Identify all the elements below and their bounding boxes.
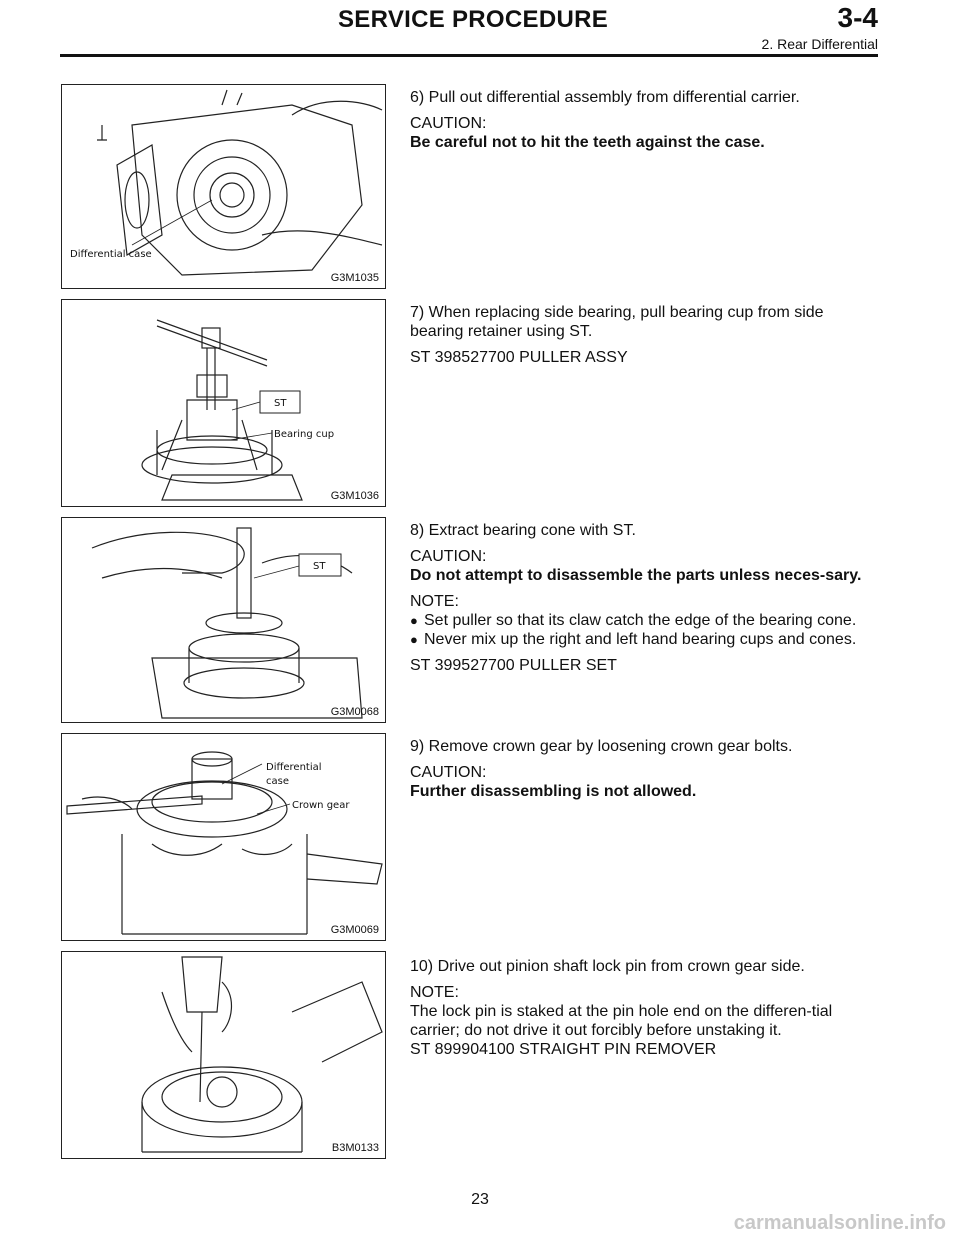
callout-bearing-cup: Bearing cup (274, 429, 335, 440)
figure-bearing-cup-puller (61, 299, 386, 507)
illustration-bearing-cup-puller (62, 300, 385, 506)
step-8-caution-text: Do not attempt to disassemble the parts unless neces-sary. (410, 567, 862, 584)
step-9-text: 9) Remove crown gear by loosening crown gear bolts. (410, 738, 793, 755)
step-7 (410, 303, 878, 374)
figure-code: G3M1036 (330, 490, 379, 502)
section-subtitle: 2. Rear Differential (761, 36, 878, 52)
illustration-pin-remover (62, 952, 385, 1158)
step-9-caution-text: Further disassembling is not allowed. (410, 783, 697, 800)
illustration-differential-pull-out (62, 85, 385, 288)
step-6 (410, 88, 878, 159)
callout-st: ST (313, 561, 326, 572)
step-10-note-label: NOTE: (410, 984, 459, 1001)
figure-crown-gear-removal (61, 733, 386, 941)
page-header (60, 0, 878, 58)
step-8-st-line: ST 399527700 PULLER SET (410, 657, 617, 674)
figure-code: B3M0133 (331, 1142, 379, 1154)
step-8 (410, 521, 878, 682)
step-7-st-line: ST 398527700 PULLER ASSY (410, 349, 628, 366)
step-8-caution-label: CAUTION: (410, 548, 487, 565)
step-10 (410, 957, 878, 1066)
step-8-text: 8) Extract bearing cone with ST. (410, 522, 636, 539)
figure-differential-case (61, 84, 386, 289)
bullet-icon: ● (410, 613, 418, 628)
note-text: Set puller so that its claw catch the edge of the bearing cone. (424, 612, 857, 629)
figure-code: G3M0068 (330, 706, 379, 718)
step-8-note-label: NOTE: (410, 593, 459, 610)
step-6-caution-label: CAUTION: (410, 115, 487, 132)
page-number: 23 (471, 1191, 489, 1208)
step-9 (410, 737, 878, 808)
header-rule (60, 54, 878, 57)
step-6-caution-text: Be careful not to hit the teeth against the case. (410, 134, 765, 151)
step-10-st-line: ST 899904100 STRAIGHT PIN REMOVER (410, 1041, 717, 1058)
figure-code: G3M0069 (330, 924, 379, 936)
step-10-text: 10) Drive out pinion shaft lock pin from crown gear side. (410, 958, 805, 975)
figure-code: G3M1035 (330, 272, 379, 284)
figure-bearing-cone-extract (61, 517, 386, 723)
note-bullet (410, 611, 878, 630)
callout-st: ST (274, 398, 287, 409)
step-10-note-text: The lock pin is staked at the pin hole end on the differen-tial carrier; do not drive it out forcibly before unstaking it. (410, 1003, 833, 1039)
illustration-bearing-cone-puller (62, 518, 385, 722)
figure-lock-pin-removal (61, 951, 386, 1159)
callout-differential-case: Differential case (70, 249, 152, 260)
illustration-crown-gear-bolts (62, 734, 385, 940)
callout-case: case (266, 776, 289, 787)
header-title: SERVICE PROCEDURE (338, 6, 609, 33)
callout-differential: Differential (266, 762, 322, 773)
watermark: carmanualsonline.info (733, 1212, 946, 1234)
bullet-icon: ● (410, 632, 418, 647)
note-bullet (410, 630, 878, 649)
step-7-text: 7) When replacing side bearing, pull bearing cup from side bearing retainer using ST. (410, 304, 824, 340)
step-9-caution-label: CAUTION: (410, 764, 487, 781)
callout-crown-gear: Crown gear (292, 800, 350, 811)
step-6-text: 6) Pull out differential assembly from differential carrier. (410, 89, 800, 106)
section-number: 3-4 (837, 2, 878, 33)
note-text: Never mix up the right and left hand bearing cups and cones. (424, 631, 857, 648)
